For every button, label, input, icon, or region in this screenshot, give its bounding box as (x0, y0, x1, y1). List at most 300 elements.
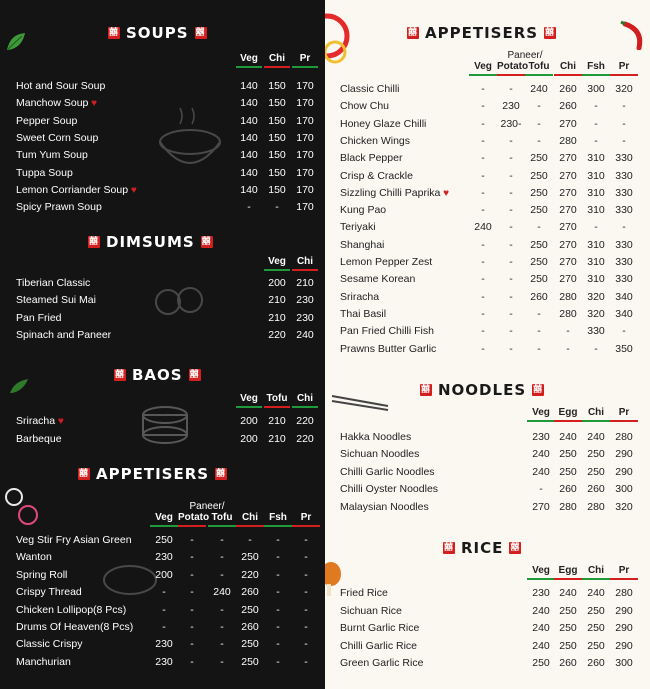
menu-item-label: Sichuan Noodles (340, 448, 420, 461)
menu-item-label: Manchurian (16, 655, 71, 668)
price-cell: 200 (155, 568, 173, 581)
price-cell: - (537, 342, 541, 355)
price-cell: 310 (587, 169, 605, 182)
price-cell: - (304, 586, 308, 599)
price-cell: 330 (615, 169, 633, 182)
price-cell: - (481, 83, 485, 95)
menu-item-label: Spicy Prawn Soup (16, 201, 102, 214)
price-cell: 200 (240, 432, 258, 445)
price-cell: 250 (559, 465, 577, 478)
price-cell: 150 (268, 114, 286, 127)
column-underline (582, 74, 610, 76)
column-underline (178, 525, 206, 527)
price-cell: - (162, 621, 166, 633)
menu-item-label: Classic Chilli (340, 83, 400, 95)
appetisers_left-heading (78, 465, 227, 483)
menu-item-label: Manchow Soup (16, 97, 89, 110)
column-header-label: Egg (558, 565, 578, 576)
menu-item-name (16, 534, 132, 546)
price-cell: - (190, 568, 194, 581)
price-cell: 260 (530, 290, 548, 303)
column-header (264, 256, 290, 271)
menu-item-label: Pan Fried Chilli Fish (340, 325, 434, 338)
column-header (554, 61, 582, 76)
chinese-character-icon: 囍 (195, 28, 206, 38)
price-cell: 140 (240, 114, 258, 127)
price-cell: 300 (615, 483, 633, 496)
section-title: APPETISERS (96, 465, 210, 483)
column-header-label: Chi (241, 512, 259, 523)
price-cell: - (509, 169, 513, 182)
chinese-character-icon: 囍 (88, 237, 99, 247)
price-cell: - (304, 638, 308, 651)
column-header (236, 393, 262, 408)
price-cell: 220 (296, 432, 314, 445)
price-cell: 270 (559, 152, 577, 165)
price-cell: - (622, 100, 626, 113)
menu-item-name (340, 466, 435, 478)
price-cell: - (509, 273, 513, 286)
price-cell: - (220, 568, 224, 581)
menu-item-name (340, 431, 411, 443)
price-cell: - (190, 603, 194, 616)
herb-decoration (8, 375, 30, 402)
column-underline (582, 420, 610, 422)
menu-item-name (340, 152, 402, 164)
menu-item-label: Tuppa Soup (16, 166, 73, 179)
price-cell: - (509, 152, 513, 165)
price-cell: 260 (559, 657, 577, 669)
price-cell: 260 (587, 657, 605, 669)
column-supra-label: Paneer/ (189, 501, 225, 512)
price-cell: - (304, 621, 308, 633)
price-cell: - (304, 655, 308, 668)
price-cell: 200 (240, 415, 258, 427)
menu-item-label: Malaysian Noodles (340, 500, 429, 513)
column-underline (527, 578, 555, 580)
menu-item-name (16, 184, 137, 196)
menu-item-label: Lemon Corriander Soup (16, 183, 129, 196)
column-underline (236, 66, 262, 68)
chinese-character-icon: 囍 (407, 28, 418, 38)
price-cell: 250 (155, 534, 173, 546)
rice-heading (443, 539, 521, 557)
price-cell: 270 (559, 169, 577, 182)
menu-item-name (340, 657, 423, 669)
price-cell: - (276, 534, 280, 546)
price-cell: 250 (559, 448, 577, 461)
price-cell: 230- (500, 117, 522, 130)
menu-item-name (16, 201, 102, 213)
price-cell: - (481, 152, 485, 165)
price-cell: 200 (268, 277, 286, 289)
column-header-label: Pr (618, 61, 630, 72)
price-cell: 170 (296, 166, 314, 179)
price-cell: - (276, 655, 280, 668)
column-header-label: Chi (296, 256, 314, 267)
menu-item-label: Shanghai (340, 238, 385, 251)
menu-item-label: Sriracha (340, 290, 380, 303)
price-cell: 240 (532, 604, 550, 617)
price-cell: - (304, 603, 308, 616)
price-cell: - (509, 238, 513, 251)
price-cell: - (622, 221, 626, 234)
price-cell: 150 (268, 149, 286, 162)
price-cell: 240 (532, 448, 550, 461)
menu-item-label: Tum Yum Soup (16, 149, 88, 162)
price-cell: 240 (296, 328, 314, 341)
price-cell: 330 (615, 186, 633, 199)
price-cell: - (481, 290, 485, 303)
column-header-label: Veg (474, 61, 492, 72)
price-cell: 240 (474, 221, 492, 234)
leaf-decoration (4, 30, 28, 59)
price-cell: - (220, 534, 224, 546)
price-cell: - (622, 134, 626, 147)
price-cell: 300 (615, 657, 633, 669)
price-cell: 280 (559, 134, 577, 147)
section-title: BAOS (132, 366, 183, 384)
menu-item-name (340, 256, 432, 268)
column-header-label: Veg (268, 256, 286, 267)
price-cell: 350 (615, 342, 633, 355)
price-cell: 270 (559, 273, 577, 286)
price-cell: 250 (587, 639, 605, 652)
price-cell: - (594, 100, 598, 113)
price-cell: - (481, 117, 485, 130)
price-cell: 330 (587, 325, 605, 338)
price-cell: 340 (615, 307, 633, 320)
menu-item-name (16, 115, 77, 127)
column-underline (208, 525, 236, 527)
column-underline (525, 74, 553, 76)
price-cell: - (220, 621, 224, 633)
column-header (264, 53, 290, 68)
price-cell: 230 (296, 311, 314, 324)
price-cell: 140 (240, 97, 258, 110)
price-cell: 310 (587, 204, 605, 217)
column-underline (292, 525, 320, 527)
onion-ring-decoration (2, 485, 42, 535)
menu-item-name (340, 100, 389, 112)
price-cell: 250 (587, 465, 605, 478)
noodles-heading (420, 381, 544, 399)
menu-item-name (16, 167, 73, 179)
price-cell: 270 (559, 117, 577, 130)
column-header-label: Egg (558, 407, 578, 418)
menu-item-label: Chicken Lollipop(8 Pcs) (16, 603, 127, 616)
steamer-illustration (135, 400, 195, 450)
price-cell: 210 (268, 415, 286, 427)
menu-item-label: Spinach and Paneer (16, 328, 112, 341)
menu-item-label: Drums Of Heaven(8 Pcs) (16, 621, 134, 633)
column-underline (527, 420, 555, 422)
column-underline (292, 66, 318, 68)
price-cell: 250 (559, 622, 577, 634)
heart-chef-icon: ♥ (55, 416, 64, 427)
column-header-label: Chi (559, 61, 577, 72)
price-cell: 260 (559, 483, 577, 496)
price-cell: 330 (615, 256, 633, 268)
price-cell: - (481, 325, 485, 338)
price-cell: 240 (213, 586, 231, 599)
price-cell: - (190, 586, 194, 599)
price-cell: 250 (241, 638, 259, 651)
menu-item-label: Chilli Garlic Noodles (340, 465, 435, 478)
price-cell: 290 (615, 604, 633, 617)
chopsticks-decoration (330, 392, 390, 417)
column-header (610, 407, 638, 422)
column-header (527, 565, 555, 580)
menu-item-label: Burnt Garlic Rice (340, 622, 420, 634)
column-underline (610, 578, 638, 580)
price-cell: 320 (615, 83, 633, 95)
dimsum-illustration (150, 280, 210, 325)
menu-item-name (16, 638, 83, 650)
price-cell: 170 (296, 149, 314, 162)
section-title: NOODLES (438, 381, 527, 399)
menu-item-name (340, 187, 449, 199)
menu-item-name (340, 239, 384, 251)
price-cell: 230 (296, 294, 314, 307)
price-cell: - (190, 551, 194, 564)
price-cell: - (509, 83, 513, 95)
price-cell: 250 (587, 622, 605, 634)
price-cell: - (220, 655, 224, 668)
price-cell: - (481, 186, 485, 199)
menu-item-name (16, 551, 52, 563)
price-cell: - (537, 117, 541, 130)
price-cell: 290 (615, 465, 633, 478)
menu-item-name (16, 569, 67, 581)
price-cell: 270 (559, 204, 577, 217)
column-header-label: Tofu (528, 61, 550, 72)
column-underline (610, 74, 638, 76)
menu-item-label: Crispy Thread (16, 586, 82, 599)
menu-item-label: Veg Stir Fry Asian Green (16, 534, 132, 546)
menu-item-name (340, 622, 419, 634)
column-header (292, 393, 318, 408)
section-title: APPETISERS (425, 24, 539, 42)
price-cell: - (537, 100, 541, 113)
column-underline (554, 74, 582, 76)
column-header-label: Fsh (587, 61, 605, 72)
price-cell: - (276, 586, 280, 599)
menu-item-label: Chilli Oyster Noodles (340, 483, 439, 496)
baos-heading (114, 366, 201, 384)
menu-item-name (340, 170, 413, 182)
chinese-character-icon: 囍 (216, 469, 227, 479)
price-cell: - (537, 221, 541, 234)
price-cell: - (276, 638, 280, 651)
chinese-character-icon: 囍 (510, 543, 521, 553)
price-cell: 260 (559, 100, 577, 113)
price-cell: 290 (615, 622, 633, 634)
menu-item-label: Chilli Garlic Rice (340, 639, 418, 652)
price-cell: - (276, 551, 280, 564)
price-cell: - (537, 307, 541, 320)
column-header (610, 565, 638, 580)
menu-item-label: Crisp & Crackle (340, 169, 413, 182)
menu-item-label: Prawns Butter Garlic (340, 342, 437, 355)
column-header-label: Tofu (211, 512, 233, 523)
price-cell: 210 (296, 277, 314, 289)
price-cell: - (276, 603, 280, 616)
column-header (554, 407, 582, 422)
menu-item-label: Thai Basil (340, 307, 387, 320)
price-cell: 250 (530, 169, 548, 182)
price-cell: 250 (532, 657, 550, 669)
price-cell: 240 (559, 431, 577, 443)
price-cell: - (622, 325, 626, 338)
price-cell: 150 (268, 80, 286, 92)
column-header-label: Potato (178, 512, 210, 523)
pepper-ring-decoration (325, 10, 361, 75)
menu-item-name (16, 294, 96, 306)
price-cell: - (481, 100, 485, 113)
menu-item-name (16, 621, 133, 633)
column-header-label: Veg (240, 393, 258, 404)
column-underline (610, 420, 638, 422)
price-cell: - (509, 204, 513, 217)
menu-item-label: Hot and Sour Soup (16, 80, 106, 92)
price-cell: 250 (530, 273, 548, 286)
price-cell: 310 (587, 238, 605, 251)
price-cell: 320 (615, 500, 633, 513)
price-cell: - (481, 204, 485, 217)
menu-item-label: Steamed Sui Mai (16, 294, 96, 307)
price-cell: 140 (240, 149, 258, 162)
column-header (469, 61, 497, 76)
menu-item-name (16, 433, 62, 445)
menu-item-label: Pan Fried (16, 311, 62, 324)
menu-item-label: Black Pepper (340, 152, 403, 165)
price-cell: 220 (296, 415, 314, 427)
menu-item-name (340, 135, 410, 147)
column-header (610, 61, 638, 76)
price-cell: 250 (530, 152, 548, 165)
chinese-character-icon: 囍 (108, 28, 119, 38)
menu-item-label: Sesame Korean (340, 273, 416, 286)
price-cell: - (594, 221, 598, 234)
price-cell: - (304, 534, 308, 546)
menu-item-label: Spring Roll (16, 568, 68, 581)
column-header-label: Tofu (266, 393, 288, 404)
right-panel (325, 0, 650, 689)
menu-item-label: Lemon Pepper Zest (340, 256, 433, 268)
menu-item-label: Green Garlic Rice (340, 657, 424, 669)
price-cell: 140 (240, 131, 258, 144)
column-header (525, 61, 553, 76)
price-cell: - (539, 483, 543, 496)
column-underline (554, 578, 582, 580)
menu-item-name (16, 277, 90, 289)
menu-item-label: Hakka Noodles (340, 431, 412, 443)
menu-item-label: Pepper Soup (16, 114, 78, 127)
price-cell: 290 (615, 448, 633, 461)
price-cell: 250 (559, 639, 577, 652)
menu-item-name (340, 221, 376, 233)
menu-item-label: Teriyaki (340, 221, 376, 234)
column-header (582, 565, 610, 580)
price-cell: 170 (296, 183, 314, 196)
menu-item-name (340, 273, 415, 285)
column-header-label: Pr (618, 407, 630, 418)
price-cell: 260 (241, 621, 259, 633)
column-header-label: Veg (532, 565, 550, 576)
heart-chef-icon: ♥ (128, 184, 137, 196)
column-underline (582, 578, 610, 580)
soups-heading (108, 24, 207, 42)
price-cell: 260 (241, 586, 259, 599)
column-header (178, 512, 210, 527)
price-cell: - (481, 238, 485, 251)
chinese-character-icon: 囍 (420, 385, 431, 395)
column-header-label: Chi (296, 393, 314, 404)
price-cell: - (481, 256, 485, 268)
column-underline (236, 525, 264, 527)
price-cell: 230 (532, 431, 550, 443)
price-cell: 240 (532, 639, 550, 652)
column-header-label: Pr (299, 53, 311, 64)
price-cell: 280 (559, 290, 577, 303)
price-cell: 210 (268, 311, 286, 324)
price-cell: - (304, 551, 308, 564)
price-cell: - (622, 117, 626, 130)
menu-item-name (340, 483, 438, 495)
menu-item-label: Chow Chu (340, 100, 390, 113)
column-header (150, 512, 178, 527)
menu-item-name (16, 586, 82, 598)
menu-item-name (16, 656, 71, 668)
price-cell: 230 (155, 551, 173, 564)
column-header-label: Chi (587, 565, 605, 576)
menu-item-label: Kung Pao (340, 204, 387, 217)
price-cell: 280 (559, 307, 577, 320)
column-header-label: Potato (497, 61, 529, 72)
column-header-label: Veg (532, 407, 550, 418)
chinese-character-icon: 囍 (189, 370, 200, 380)
column-underline (264, 66, 290, 68)
dimsums-heading (88, 233, 213, 251)
menu-item-name (340, 640, 417, 652)
price-cell: - (537, 325, 541, 338)
price-cell: 250 (241, 551, 259, 564)
price-cell: 250 (559, 604, 577, 617)
price-cell: 170 (296, 97, 314, 110)
price-cell: 150 (268, 131, 286, 144)
price-cell: - (594, 134, 598, 147)
price-cell: - (220, 551, 224, 564)
price-cell: 320 (587, 307, 605, 320)
column-header (236, 512, 264, 527)
price-cell: 310 (587, 273, 605, 286)
appetisers_right-heading (407, 24, 556, 42)
column-underline (264, 269, 290, 271)
price-cell: 170 (296, 201, 314, 214)
price-cell: 270 (532, 500, 550, 513)
chinese-character-icon: 囍 (545, 28, 556, 38)
menu-item-label: Barbeque (16, 432, 62, 445)
plate-illustration (100, 560, 160, 605)
price-cell: - (594, 117, 598, 130)
chinese-character-icon: 囍 (201, 237, 212, 247)
section-title: DIMSUMS (106, 233, 195, 251)
chinese-character-icon: 囍 (533, 385, 544, 395)
menu-item-label: Sriracha (16, 415, 56, 427)
column-underline (497, 74, 525, 76)
price-cell: 270 (559, 186, 577, 199)
